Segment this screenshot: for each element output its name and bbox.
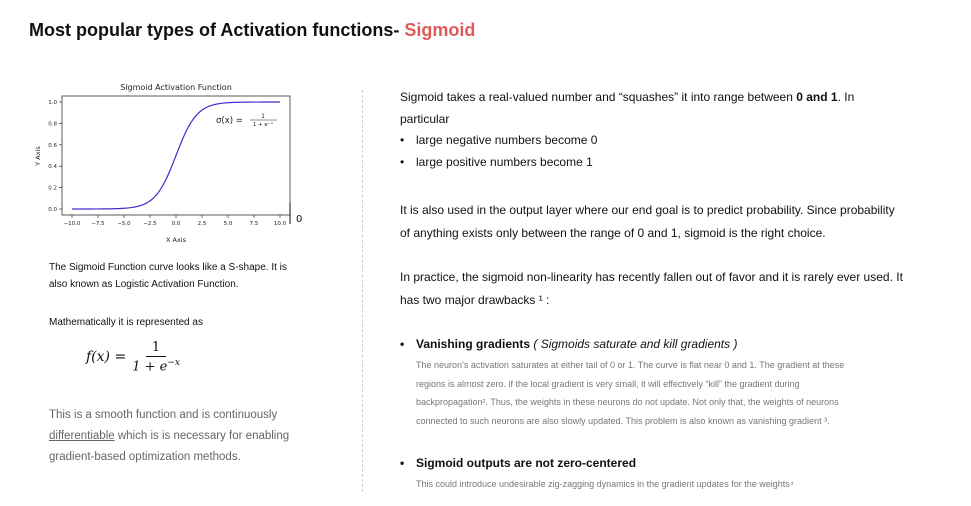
formula-lhs: f(x) =: [86, 349, 127, 366]
intro-line-2: particular: [400, 112, 450, 126]
page-title: [29, 20, 475, 41]
x-tick-label: −2.5: [143, 221, 157, 227]
x-axis-label: X Axis: [165, 236, 187, 244]
bullet-dot: •: [400, 337, 405, 351]
intro-text-c: . In: [837, 90, 855, 104]
p2-line-2: of anything exists only between the range of 0 and 1, sigmoid is the right choice.: [400, 226, 826, 240]
y-tick-label: 0.8: [48, 121, 57, 128]
x-tick-label: 10.0: [273, 221, 287, 227]
annotation-den: 1 + e⁻ˣ: [252, 122, 274, 128]
title-accent: Sigmoid: [404, 20, 476, 40]
chart-caption: [49, 259, 287, 293]
chart-annotation: [216, 113, 277, 128]
drawback-title: Vanishing gradients: [416, 337, 531, 351]
bullet-dot: •: [400, 456, 405, 470]
output-layer-paragraph: [400, 199, 940, 245]
x-tick-label: 0.0: [171, 221, 181, 227]
intro-text-bold: 0 and 1: [796, 90, 838, 104]
formula-denominator: [132, 357, 180, 374]
drawback-vanishing-gradients: [400, 337, 737, 351]
x-tick-label: −10.0: [63, 221, 81, 227]
smooth-line-2-rest: which is is necessary for enabling: [114, 430, 290, 442]
y-tick-label: 1.0: [48, 100, 57, 106]
formula-den-base: 1 + e: [132, 359, 168, 375]
y-axis-label: Y Axis: [34, 146, 42, 166]
y-tick-label: 0.4: [48, 164, 57, 171]
intro-line-1: [400, 86, 940, 108]
d1-line-1: The neuron’s activation saturates at either tail of 0 or 1. The curve is flat near 0 and 1. The gradient at these: [416, 360, 845, 370]
formula-exponent: −x: [167, 358, 180, 368]
formula-numerator: 1: [146, 340, 166, 357]
intro-text-a: Sigmoid takes a real-valued number and “squashes” it into range between: [400, 90, 797, 104]
smooth-line-1: This is a smooth function and is continuously: [49, 409, 278, 421]
side-label: 0: [296, 214, 303, 225]
bullet-negative: [400, 133, 597, 147]
bullet-dot: •: [400, 133, 405, 147]
p3-line-1: In practice, the sigmoid non-linearity has recently fallen out of favor and it is rarely ever used. It: [400, 270, 903, 284]
p2-line-1: It is also used in the output layer where our end goal is to predict probability. Since probability: [400, 203, 895, 217]
d1-line-4: connected to such neurons are also slowly updated. This problem is also known as vanishing gradient ³.: [416, 415, 830, 426]
annotation-lhs: σ(x) =: [216, 116, 243, 126]
smooth-description: [49, 405, 349, 468]
math-intro: Mathematically it is represented as: [49, 317, 203, 328]
d1-line-2: regions is almost zero. if the local gradient is very small, it will effectively “kill” the gradient during: [416, 378, 800, 389]
bullet-dot: •: [400, 155, 405, 169]
y-tick-label: 0.2: [48, 185, 57, 192]
chart-title: Sigmoid Activation Function: [120, 83, 232, 92]
title-text: Most popular types of Activation functions-: [29, 20, 405, 40]
not-zero-centered-detail: [416, 475, 936, 494]
annotation-num: 1: [261, 113, 265, 120]
drawback-not-zero-centered: [400, 456, 636, 470]
sigmoid-formula: [86, 340, 180, 374]
sigmoid-curve: [72, 102, 280, 209]
y-tick-label: 0.6: [48, 142, 57, 149]
sigmoid-chart: [28, 78, 328, 250]
intro-paragraph: [400, 86, 940, 130]
formula-fraction: [132, 340, 180, 374]
bullet-text: large positive numbers become 1: [416, 155, 593, 169]
d2-line-1: This could introduce undesirable zig-zagging dynamics in the gradient updates for the weights⁴: [416, 479, 794, 489]
drawback-subtitle: ( Sigmoids saturate and kill gradients ): [530, 337, 738, 351]
x-tick-label: 2.5: [197, 221, 207, 227]
x-tick-label: 7.5: [249, 221, 259, 227]
d1-line-3: backpropagation². Thus, the weights in these neurons do not update. Not only that, the weights of neurons: [416, 397, 839, 407]
x-tick-label: −7.5: [91, 221, 105, 227]
caption-line-2: also known as Logistic Activation Function.: [49, 279, 239, 290]
column-divider: [362, 90, 363, 492]
smooth-line-3: gradient-based optimization methods.: [49, 451, 241, 463]
bullet-positive: [400, 155, 593, 169]
differentiable-link[interactable]: differentiable: [49, 430, 115, 442]
x-tick-label: −5.0: [117, 221, 131, 227]
y-tick-label: 0.0: [48, 207, 57, 213]
x-tick-label: 5.0: [223, 221, 233, 227]
bullet-text: large negative numbers become 0: [416, 133, 598, 147]
drawbacks-paragraph: [400, 266, 940, 312]
p3-line-2: has two major drawbacks ¹ :: [400, 293, 550, 307]
drawback-title: Sigmoid outputs are not zero-centered: [416, 456, 637, 470]
vanishing-gradients-detail: [416, 356, 936, 430]
smooth-line-2: [49, 426, 349, 447]
caption-line-1: The Sigmoid Function curve looks like a S-shape. It is: [49, 262, 287, 273]
